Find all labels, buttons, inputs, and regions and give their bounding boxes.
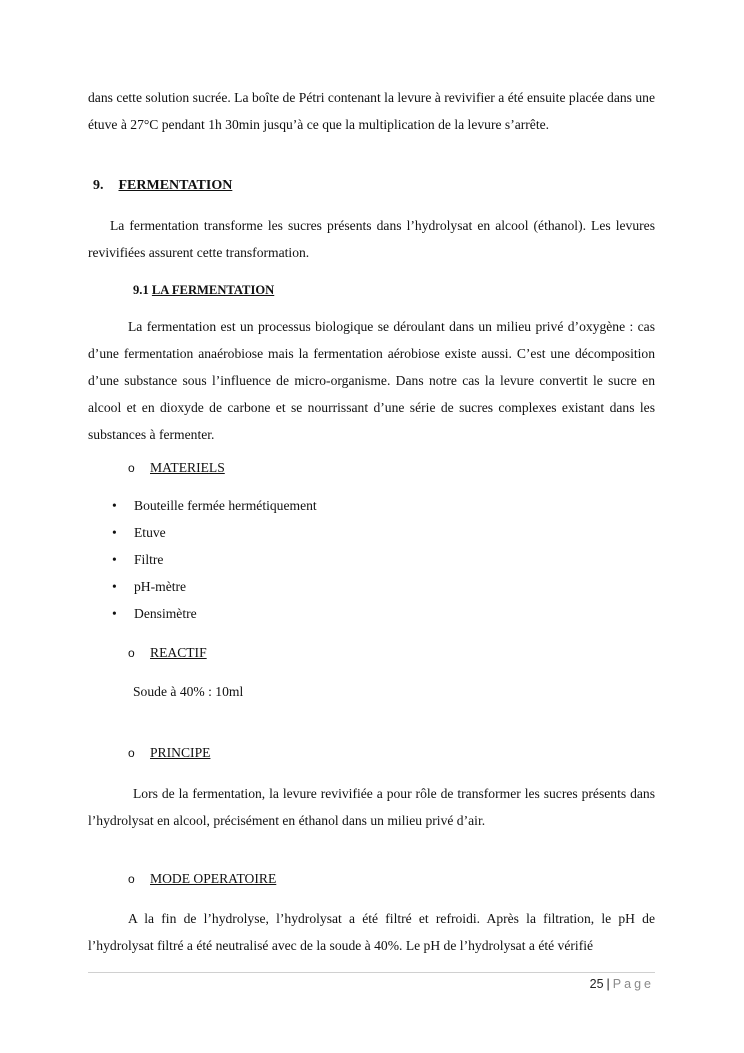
- list-item-text: pH-mètre: [134, 579, 187, 594]
- section-heading-fermentation: [93, 176, 232, 196]
- circle-bullet-icon: o: [128, 646, 135, 660]
- footer-divider: [88, 972, 655, 973]
- bullet-icon: •: [112, 525, 117, 540]
- list-item: [112, 523, 317, 550]
- subheading-materiels: [128, 458, 225, 478]
- paragraph-fermentation-intro: La fermentation transforme les sucres présents dans l’hydrolysat en alcool (éthanol). Les levures revivifiées assurent cette transformation.: [88, 218, 655, 260]
- list-item: [112, 550, 317, 577]
- subsection-heading-la-fermentation: [133, 280, 274, 300]
- paragraph-intro: dans cette solution sucrée. La boîte de Pétri contenant la levure à revivifier a été ensuite placée dans une étuve à 27°C pendant 1h 30min jusqu’à ce que la multiplication de la levure s’arrête.: [88, 90, 655, 132]
- list-item: [112, 604, 317, 631]
- list-item-text: Etuve: [134, 525, 166, 540]
- subheading-label: MATERIELS: [150, 460, 225, 475]
- bullet-icon: •: [112, 579, 117, 594]
- list-item: [112, 577, 317, 604]
- reactif-value: Soude à 40% : 10ml: [133, 684, 244, 699]
- paragraph-principe: Lors de la fermentation, la levure revivifiée a pour rôle de transformer les sucres présents dans l’hydrolysat en alcool, précisément en éthanol dans un milieu privé d’air.: [88, 786, 655, 828]
- materiels-list: [112, 496, 317, 631]
- footer-separator: |: [606, 977, 610, 991]
- list-item-text: Filtre: [134, 552, 164, 567]
- bullet-icon: •: [112, 606, 117, 621]
- list-item-text: Bouteille fermée hermétiquement: [134, 498, 317, 513]
- subheading-label: REACTIF: [150, 645, 207, 660]
- paragraph-mode-operatoire: A la fin de l’hydrolyse, l’hydrolysat a été filtré et refroidi. Après la filtration, le pH de l’hydrolysat filtré a été neutralisé avec de la soude à 40%. Le pH de l’hydrolysat a été vérifié: [88, 911, 655, 953]
- list-item: [112, 496, 317, 523]
- circle-bullet-icon: o: [128, 872, 135, 886]
- section-number: 9.: [93, 178, 104, 193]
- bullet-icon: •: [112, 498, 117, 513]
- page-label: Page: [612, 977, 654, 991]
- subheading-principe: [128, 743, 210, 763]
- subheading-mode-operatoire: [128, 869, 276, 889]
- page-footer: [590, 976, 654, 992]
- circle-bullet-icon: o: [128, 746, 135, 760]
- subsection-title: LA FERMENTATION: [151, 283, 275, 297]
- section-title: FERMENTATION: [118, 178, 233, 193]
- subheading-label: PRINCIPE: [150, 745, 211, 760]
- circle-bullet-icon: o: [128, 461, 135, 475]
- paragraph-fermentation-definition: La fermentation est un processus biologique se déroulant dans un milieu privé d’oxygène : cas d’une fermentation anaérobiose mais la fermentation aérobiose existe aussi. C’est une décomposition d’une substance sous l’influence de micro-organisme. Dans notre cas la levure convertit le sucre en alcool et en dioxyde de carbone et se nourrissant d’une série de sucres complexes existant dans les substances à fermenter.: [88, 319, 655, 442]
- subsection-number: 9.1: [133, 283, 149, 297]
- page-number: 25: [589, 977, 604, 991]
- list-item-text: Densimètre: [134, 606, 197, 621]
- subheading-label: MODE OPERATOIRE: [150, 871, 277, 886]
- subheading-reactif: [128, 643, 207, 663]
- bullet-icon: •: [112, 552, 117, 567]
